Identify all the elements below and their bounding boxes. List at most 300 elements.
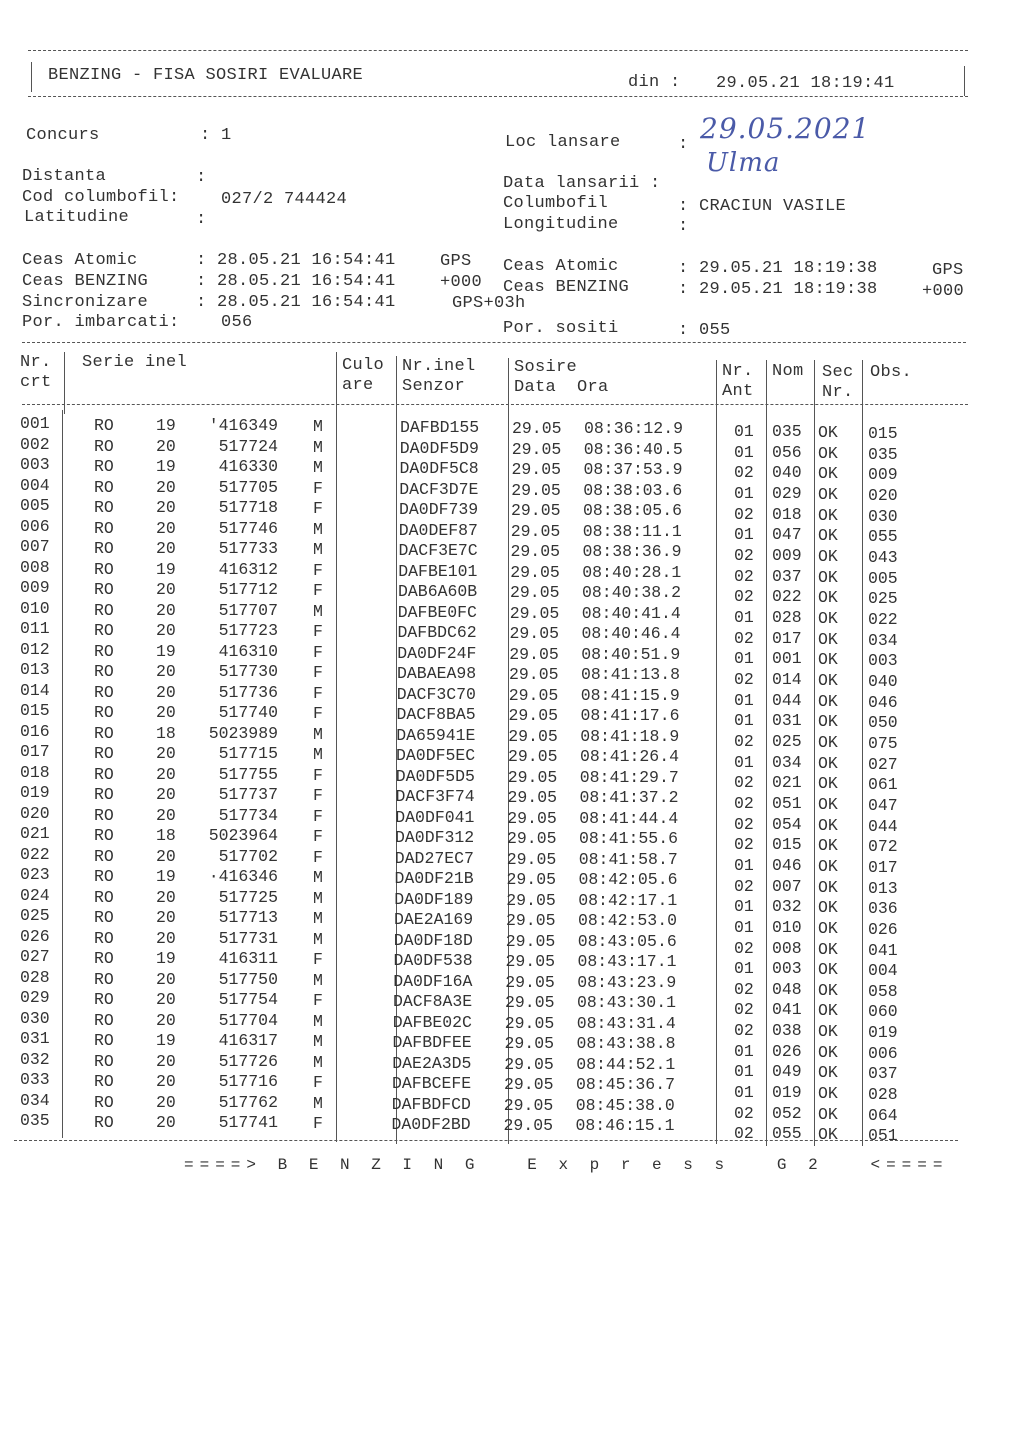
row-tara: RO [94,539,114,558]
row-obs: 026 [868,919,898,939]
row-obs: 034 [868,630,898,650]
row-senzor: DACF8A3E [393,992,473,1011]
row-inel: 517716 [218,1072,278,1091]
row-an: 20 [156,1010,176,1030]
handwritten-date: 29.05.2021 [700,112,871,145]
row-inel: 517730 [218,662,278,681]
row-nr: 016 [20,721,50,741]
row-ora: 08:41:26.4 [580,747,680,766]
row-obs: 030 [868,506,898,526]
row-nom: 037 [772,566,802,586]
row-data: 29.05 [505,952,556,971]
row-sex: F [313,560,323,580]
row-senzor: DABAEA98 [397,664,477,683]
row-ant: 01 [734,1062,754,1082]
row-sec: OK [818,712,838,732]
row-sex: F [313,478,323,498]
row-nr: 001 [20,414,50,433]
row-tara: RO [94,580,114,599]
row-data: 29.05 [506,870,557,889]
row-senzor: DA0DF739 [399,500,479,519]
clock-left-value: 056 [221,313,253,332]
row-sec: OK [818,836,838,856]
row-senzor: DA65941E [396,725,476,745]
col-sosire: Sosire Data Ora [514,358,609,397]
row-data: 29.05 [503,1116,554,1135]
col-sep-9 [862,360,863,1146]
row-senzor: DAB6A60B [398,582,478,601]
row-nom: 007 [772,876,802,896]
clock-right-label: Por. sositi [503,319,619,338]
table-top-border [22,342,966,343]
row-an: 20 [156,477,176,497]
row-sex: M [313,417,323,436]
row-sec: OK [818,898,838,918]
row-ora: 08:40:51.9 [581,644,681,664]
row-nom: 029 [772,483,802,503]
clock-left-label: Ceas BENZING [22,272,149,291]
row-an: 20 [156,539,176,558]
row-an: 20 [156,1092,176,1112]
row-data: 29.05 [507,829,557,848]
row-nr: 017 [20,742,50,761]
row-inel: 517762 [218,1092,278,1112]
row-inel: 517733 [218,539,278,558]
col-culoare: Culo are [342,356,385,395]
row-ant: 01 [734,649,754,669]
latitudine-value: : [196,210,207,229]
row-ant: 01 [734,442,754,462]
row-nom: 019 [772,1083,802,1103]
row-ora: 08:46:15.1 [575,1116,675,1135]
row-sex: F [313,786,323,805]
row-an: 20 [156,846,176,866]
cod-columbofil-value: 027/2 744424 [221,190,348,209]
header-bottom-border [28,96,968,97]
row-an: 19 [156,641,176,661]
row-an: 20 [156,518,176,538]
row-ant: 02 [734,587,754,607]
row-inel: 517736 [218,682,278,702]
row-nom: 049 [772,1062,802,1082]
row-obs: 050 [868,713,898,733]
row-sec: OK [818,794,838,814]
row-nr: 031 [20,1029,50,1048]
row-an: 20 [156,805,176,825]
clock-right-label: Ceas Atomic [503,257,619,276]
row-inel: 517724 [218,436,278,456]
row-an: 20 [156,785,176,804]
data-lansarii-label: Data lansarii : [503,174,661,193]
row-nom: 026 [772,1041,802,1061]
row-tara: RO [94,1031,114,1050]
row-nom: 031 [772,711,802,731]
row-sec: OK [818,526,838,546]
row-nr: 019 [20,783,50,802]
longitudine-value: : [678,217,689,236]
row-nom: 044 [772,690,802,710]
row-obs: 047 [868,795,898,815]
row-sec: OK [818,505,838,525]
row-ora: 08:43:05.6 [577,931,677,951]
row-ant: 02 [734,835,754,855]
row-inel: 517754 [218,990,278,1009]
row-inel: 517715 [218,744,278,763]
row-an: 20 [156,764,176,784]
table-header-bottom-border [22,404,968,405]
row-ora: 08:40:41.4 [581,603,681,623]
row-obs: 013 [868,878,898,898]
row-ant: 02 [734,504,754,524]
row-data: 29.05 [510,521,561,541]
row-nr: 032 [20,1049,50,1069]
row-ora: 08:43:31.4 [576,1013,676,1033]
row-inel: 517725 [218,887,278,907]
row-ora: 08:41:44.4 [579,808,679,828]
row-tara: RO [94,703,114,722]
clock-right-suffix: +000 [922,282,965,301]
row-data: 29.05 [509,644,559,664]
col-nom: Nom [772,362,804,381]
row-nom: 032 [772,897,802,917]
row-tara: RO [94,949,114,968]
row-inel: 517713 [218,908,278,927]
row-nr: 022 [20,844,50,864]
row-sec: OK [818,774,838,794]
columbofil-value: : CRACIUN VASILE [678,197,847,216]
row-tara: RO [94,990,114,1009]
row-tara: RO [94,1113,114,1132]
row-an: 20 [156,498,176,517]
concurs-value: : 1 [200,126,232,145]
row-sec: OK [818,691,838,711]
row-nom: 014 [772,669,802,689]
row-nom: 021 [772,773,802,793]
row-ant: 02 [734,731,754,751]
row-an: 20 [156,969,176,989]
row-obs: 060 [868,1002,898,1022]
row-nr: 034 [20,1090,50,1110]
col-sep-6 [716,360,717,1144]
row-ora: 08:43:17.1 [577,952,677,971]
row-nom: 035 [772,422,802,441]
row-ant: 02 [734,566,754,586]
row-obs: 006 [868,1043,898,1063]
row-data: 29.05 [510,562,560,582]
row-data: 29.05 [504,1054,554,1074]
row-inel: 517707 [218,600,278,620]
row-an: 20 [156,928,176,948]
clock-left-suffix: GPS+03h [452,294,526,313]
row-nr: 020 [20,803,50,823]
row-inel: 517726 [218,1051,278,1071]
distanta-value: : [196,168,207,187]
distanta-label: Distanta [22,167,107,186]
row-tara: RO [94,600,114,620]
row-obs: 015 [868,424,898,443]
row-ora: 08:36:40.5 [583,439,683,459]
clock-left-suffix: GPS [440,252,472,271]
row-sec: OK [818,960,838,980]
row-ant: 01 [734,959,754,979]
row-sex: F [313,622,323,641]
row-an: 19 [156,457,176,476]
row-sex: F [313,847,323,867]
row-sex: M [313,601,323,621]
row-inel: 517731 [218,928,278,948]
table-bottom-border [14,1140,958,1141]
row-data: 29.05 [504,1013,555,1033]
row-ora: 08:37:53.9 [583,460,683,479]
row-ora: 08:43:23.9 [577,972,677,992]
row-data: 29.05 [504,1034,555,1053]
row-data: 29.05 [511,501,561,520]
row-inel: 416312 [218,559,278,579]
row-data: 29.05 [503,1095,554,1115]
clock-left-label: Ceas Atomic [22,251,138,270]
row-data: 29.05 [511,460,562,479]
row-ora: 08:38:36.9 [582,542,682,561]
row-data: 29.05 [508,726,558,746]
row-sex: F [313,991,323,1010]
row-inel: 517750 [218,969,278,989]
row-sex: F [313,499,323,518]
row-tara: RO [94,682,114,702]
row-obs: 061 [868,775,898,795]
row-nom: 056 [772,442,802,462]
row-an: 19 [156,949,176,968]
row-tara: RO [94,764,114,784]
row-nom: 017 [772,628,802,648]
row-nr: 003 [20,455,50,474]
row-obs: 017 [868,857,898,877]
clock-left-label: Por. imbarcati: [22,313,180,332]
row-obs: 041 [868,940,898,960]
row-an: 19 [156,559,176,579]
row-obs: 040 [868,671,898,691]
col-nr-crt: Nr. crt [20,353,52,392]
row-sec: OK [818,443,838,463]
row-sex: F [313,827,323,846]
report-date-label: din : [628,73,681,92]
row-nr: 024 [20,885,50,905]
row-an: 20 [156,1113,176,1132]
row-an: 20 [156,1051,176,1071]
row-tara: RO [94,498,114,517]
row-ant: 02 [734,1000,754,1020]
row-obs: 025 [868,589,898,609]
row-an: 20 [156,908,176,927]
row-an: 20 [156,682,176,702]
row-tara: RO [94,416,114,435]
row-tara: RO [94,436,114,456]
row-ora: 08:41:13.8 [581,665,681,684]
row-obs: 005 [868,568,898,588]
row-tara: RO [94,928,114,948]
handwritten-place: Ulma [706,148,781,178]
row-an: 18 [156,723,176,743]
row-nom: 041 [772,1000,802,1020]
row-tara: RO [94,662,114,681]
row-senzor: DA0DF5EC [396,746,476,765]
row-data: 29.05 [507,808,557,828]
row-nom: 028 [772,607,802,627]
row-data: 29.05 [507,767,558,787]
row-senzor: DA0DF041 [395,807,475,827]
row-obs: 009 [868,465,898,485]
row-obs: 064 [868,1105,898,1125]
row-nom: 015 [772,835,802,855]
row-senzor: DAE2A3D5 [392,1053,472,1073]
clock-right-suffix: GPS [932,261,964,280]
row-tara: RO [94,641,114,661]
row-nr: 021 [20,824,50,843]
row-sec: OK [818,484,838,504]
clock-left-suffix: +000 [440,273,483,292]
row-data: 29.05 [504,1075,554,1094]
row-sex: F [313,1114,323,1133]
row-inel: 517741 [218,1113,278,1132]
row-senzor: DA0DF2BD [391,1115,471,1134]
row-data: 29.05 [508,747,558,766]
row-sex: M [313,519,323,539]
row-sex: M [313,1011,323,1031]
row-senzor: DAE2A169 [394,910,474,929]
row-ora: 08:43:38.8 [576,1034,676,1053]
row-data: 29.05 [506,911,556,930]
row-obs: 027 [868,754,898,774]
col-sep-3 [336,352,337,1142]
row-sex: F [313,663,323,682]
col-nr-inel-senzor: Nr.inel Senzor [402,357,476,396]
row-nr: 027 [20,947,50,966]
row-tara: RO [94,826,114,845]
row-obs: 037 [868,1064,898,1084]
row-inel: 416310 [218,641,278,661]
row-ant: 02 [734,814,754,834]
row-sex: M [313,888,323,908]
col-sep-2 [62,410,63,1138]
row-tara: RO [94,1092,114,1112]
row-nom: 038 [772,1021,802,1041]
row-senzor: DAFBE101 [398,561,478,581]
row-obs: 075 [868,733,898,753]
row-senzor: DA0DEF87 [398,520,478,540]
row-sex: F [313,1073,323,1092]
row-tara: RO [94,518,114,538]
clock-right-value: : 29.05.21 18:19:38 [678,259,878,278]
row-nr: 015 [20,701,50,720]
row-nr: 012 [20,639,50,659]
row-senzor: DACF3C70 [396,684,476,704]
row-nom: 052 [772,1103,802,1123]
row-tara: RO [94,846,114,866]
row-sec: OK [818,567,838,587]
row-tara: RO [94,1010,114,1030]
row-sec: OK [818,588,838,608]
longitudine-label: Longitudine [503,215,619,234]
row-ant: 01 [734,897,754,917]
row-sec: OK [818,939,838,959]
row-sex: M [313,745,323,764]
row-sec: OK [818,464,838,484]
row-data: 29.05 [507,788,558,807]
row-ant: 01 [734,711,754,731]
row-sec: OK [818,1001,838,1021]
row-an: 19 [156,867,176,886]
row-inel: 5023964 [208,826,278,845]
row-nom: 046 [772,855,802,875]
row-ant: 02 [734,876,754,896]
row-nr: 005 [20,496,50,515]
row-obs: 046 [868,692,898,712]
row-sex: M [313,1032,323,1051]
row-ant: 02 [734,669,754,689]
row-inel: 517746 [218,518,278,538]
row-ant: 01 [734,855,754,875]
row-data: 29.05 [508,706,559,725]
row-nr: 026 [20,926,50,946]
row-data: 29.05 [506,890,556,910]
row-senzor: DACF3D7E [399,479,479,499]
row-sex: M [313,909,323,928]
row-sex: F [313,581,323,600]
row-sex: F [313,950,323,969]
benzing-footer: ====> B E N Z I N G E x p r e s s G 2 <==== [184,1156,949,1174]
row-senzor: DAFBDC62 [397,623,477,642]
row-ora: 08:42:05.6 [578,870,678,889]
clock-left-value: : 28.05.21 16:54:41 [196,293,396,312]
row-sex: F [313,642,323,662]
row-ant: 02 [734,979,754,999]
row-ant: 01 [734,1041,754,1061]
row-ora: 08:38:05.6 [583,501,683,520]
row-nr: 025 [20,906,50,925]
row-sec: OK [818,1084,838,1104]
row-nr: 018 [20,762,50,782]
row-obs: 020 [868,485,898,505]
latitudine-label: Latitudine [24,208,130,227]
row-an: 20 [156,662,176,681]
row-ant: 01 [734,690,754,710]
row-inel: 517740 [218,703,278,722]
row-data: 29.05 [511,480,561,500]
row-inel: 517712 [218,580,278,599]
row-sec: OK [818,1042,838,1062]
row-sec: OK [818,856,838,876]
row-sec: OK [818,608,838,628]
row-inel: 517755 [218,764,278,784]
row-an: 19 [156,1031,176,1050]
row-obs: 003 [868,651,898,671]
row-senzor: DACF3E7C [398,541,478,560]
header-right-border [964,66,965,96]
row-ant: 02 [734,793,754,813]
row-tara: RO [94,744,114,763]
row-an: 18 [156,826,176,845]
row-an: 20 [156,990,176,1009]
col-sep-8 [814,360,815,1146]
row-obs: 072 [868,837,898,857]
row-data: 29.05 [509,665,559,684]
row-ant: 02 [734,463,754,483]
row-data: 29.05 [510,542,561,561]
row-nr: 033 [20,1070,50,1089]
row-nr: 009 [20,578,50,597]
row-ant: 01 [734,752,754,772]
row-inel: 416311 [218,949,278,968]
row-senzor: DA0DF538 [393,951,473,970]
